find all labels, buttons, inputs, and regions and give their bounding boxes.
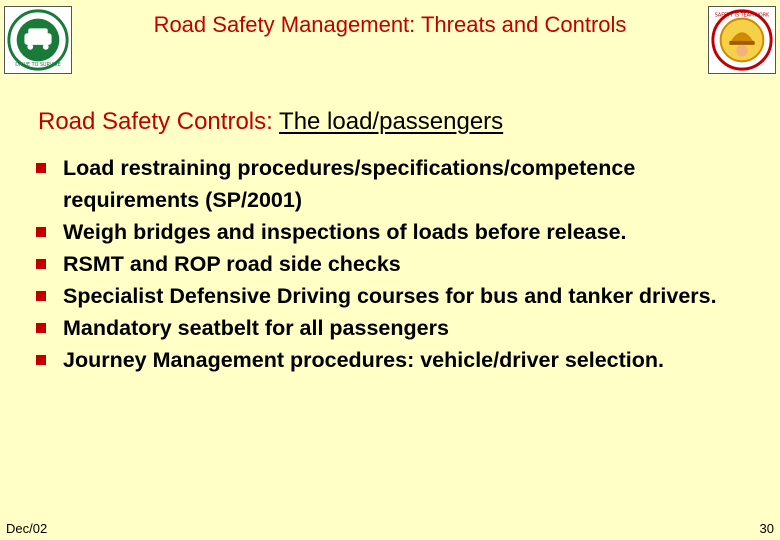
- list-item-text: Weigh bridges and inspections of loads before release.: [63, 220, 627, 244]
- header-title: Road Safety Management: Threats and Controls: [153, 12, 627, 37]
- list-item: [36, 280, 736, 312]
- footer-date: Dec/02: [6, 521, 48, 536]
- square-bullet-icon: [36, 291, 46, 301]
- square-bullet-icon: [36, 323, 46, 333]
- square-bullet-icon: [36, 355, 46, 365]
- section-title-subject: The load/passengers: [279, 108, 504, 135]
- bullet-list: [36, 152, 736, 376]
- list-item-text: Load restraining procedures/specifications/competence requirements (SP/2001): [63, 156, 636, 212]
- right-logo-caption: SAFETY IS TEAMWORK: [714, 12, 770, 19]
- square-bullet-icon: [36, 259, 46, 269]
- list-item: [36, 216, 736, 248]
- list-item: [36, 248, 736, 280]
- page-number: 30: [759, 521, 774, 536]
- list-item: [36, 152, 736, 216]
- list-item: [36, 312, 736, 344]
- safety-teamwork-badge-icon: [709, 7, 775, 73]
- safety-teamwork-logo: [708, 6, 776, 74]
- square-bullet-icon: [36, 227, 46, 237]
- section-title-prefix: Road Safety Controls:: [38, 108, 273, 135]
- section-title: [38, 108, 503, 136]
- list-item-text: Mandatory seatbelt for all passengers: [63, 316, 449, 340]
- list-item-text: Specialist Defensive Driving courses for bus and tanker drivers.: [63, 284, 717, 308]
- list-item-text: Journey Management procedures: vehicle/driver selection.: [63, 348, 665, 372]
- square-bullet-icon: [36, 163, 46, 173]
- list-item: [36, 344, 736, 376]
- left-logo-caption: DRIVE TO SURVIVE: [15, 62, 61, 69]
- list-item-text: RSMT and ROP road side checks: [63, 252, 401, 276]
